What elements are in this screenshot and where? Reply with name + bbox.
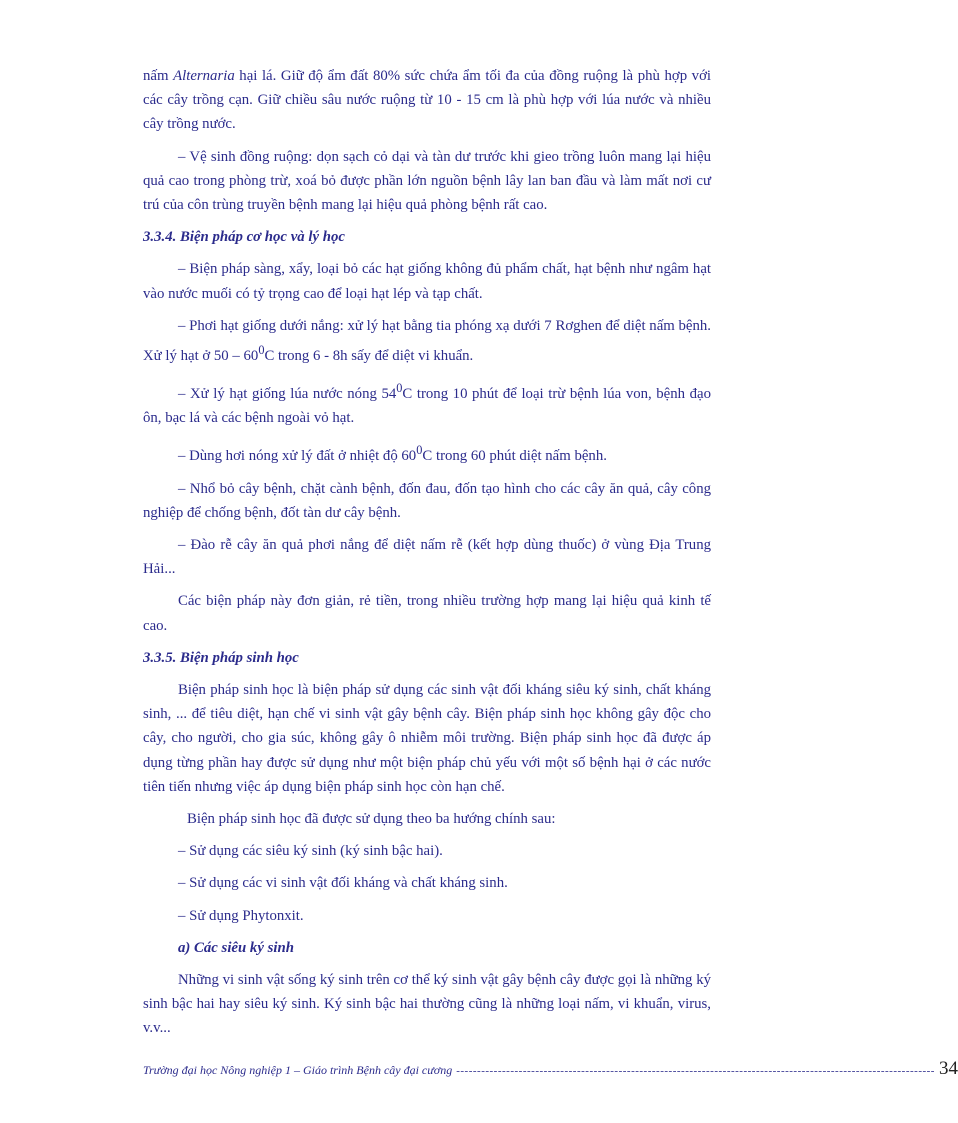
paragraph-three-directions: Biện pháp sinh học đã được sử dụng theo ba hướng chính sau: — [187, 811, 556, 828]
paragraph-seed-sorting: – Biện pháp sàng, xẩy, loại bỏ các hạt giống không đủ phẩm chất, hạt bệnh như ngâm hạt vào nước muối có tỷ trọng cao để loại hạt lép và tạp chất. — [143, 261, 711, 302]
page-body — [143, 64, 711, 1049]
alternaria-term: Alternaria — [173, 68, 235, 84]
paragraph-root-exposure: – Đào rễ cây ăn quả phơi nắng để diệt nấm rễ (kết hợp dùng thuốc) ở vùng Địa Trung Hải... — [143, 537, 711, 578]
paragraph-seed-sun-drying: – Phơi hạt giống dưới nắng: xử lý hạt bằng tia phóng xạ dưới 7 Rơghen để diệt nấm bệnh. Xử lý hạt ở $50 - 60^0C$ trong 6 - 8h sấy để diệt vi khuẩn. — [143, 317, 711, 364]
heading-3-3-4: 3.3.4. Biện pháp cơ học và lý học — [143, 229, 345, 246]
paragraph-field-sanitation: – Vệ sinh đồng ruộng: dọn sạch cỏ dại và tàn dư trước khi gieo trồng luôn mang lại hiệu quả cao trong phòng trừ, xoá bỏ được phần lớn nguồn bệnh lây lan ban đầu và làm mất nơi cư trú của côn trùng truyền bệnh mang lại hiệu quả phòng bệnh rất cao. — [143, 148, 711, 214]
page-footer — [143, 1058, 958, 1082]
paragraph-biological-intro: Biện pháp sinh học là biện pháp sử dụng các sinh vật đối kháng siêu ký sinh, chất kháng sinh, ... để tiêu diệt, hạn chế vi sinh vật gây bệnh cây. Biện pháp sinh học không gây độc cho cây, cho người, cho gia súc, không gây ô nhiễm môi trường. Biện pháp sinh học đã được áp dụng từng phần hay được sử dụng như một biện pháp chủ yếu với một số bệnh hại ở các nước tiên tiến nhưng việc áp dụng biện pháp sinh học còn hạn chế. — [143, 682, 711, 795]
heading-a-hyperparasites: a) Các siêu ký sinh — [178, 939, 294, 956]
page-number: 34 — [938, 1058, 958, 1079]
list-item-hyperparasites: – Sử dụng các siêu ký sinh (ký sinh bậc hai). — [178, 843, 443, 860]
paragraph-prune-diseased: – Nhổ bỏ cây bệnh, chặt cành bệnh, đốn đau, đốn tạo hình cho các cây ăn quả, cây công nghiệp để chống bệnh, đốt tàn dư cây bệnh. — [143, 480, 711, 521]
heading-3-3-5: 3.3.5. Biện pháp sinh học — [143, 649, 299, 666]
paragraph-summary: Các biện pháp này đơn giản, rẻ tiền, trong nhiều trường hợp mang lại hiệu quả kinh tế cao. — [143, 593, 711, 634]
paragraph-hyperparasite-def: Những vi sinh vật sống ký sinh trên cơ thể ký sinh vật gây bệnh cây được gọi là những ký sinh bậc hai hay siêu ký sinh. Ký sinh bậc hai thường cũng là những loại nấm, vi khuẩn, virus, v.v... — [143, 972, 711, 1037]
footer-text: Trường đại học Nông nghiệp 1 – Giáo trình Bệnh cây đại cương — [143, 1063, 453, 1077]
footer-dash-leader: ------------------------------------------------------------------------------------------------------------------- — [456, 1065, 935, 1077]
list-item-phytoncide: – Sử dụng Phytonxit. — [178, 907, 304, 924]
paragraph-steam-soil: – Dùng hơi nóng xử lý đất ở nhiệt độ $60^0C$ trong 60 phút diệt nấm bệnh. — [178, 443, 607, 465]
list-item-antagonists: – Sử dụng các vi sinh vật đối kháng và chất kháng sinh. — [178, 875, 508, 892]
paragraph-hot-water-treatment: – Xử lý hạt giống lúa nước nóng $54^0C$ trong 10 phút để loại trừ bệnh lúa von, bệnh đạo ôn, bạc lá và các bệnh ngoài vỏ hạt. — [143, 381, 711, 427]
paragraph-humidity: nấm Alternaria hại lá. Giữ độ ẩm đất 80% sức chứa ẩm tối đa của đồng ruộng là phù hợp với các cây trồng cạn. Giữ chiều sâu nước ruộng từ 10 - 15 cm là phù hợp với lúa nước và nhiều cây trồng nước. — [143, 68, 712, 133]
